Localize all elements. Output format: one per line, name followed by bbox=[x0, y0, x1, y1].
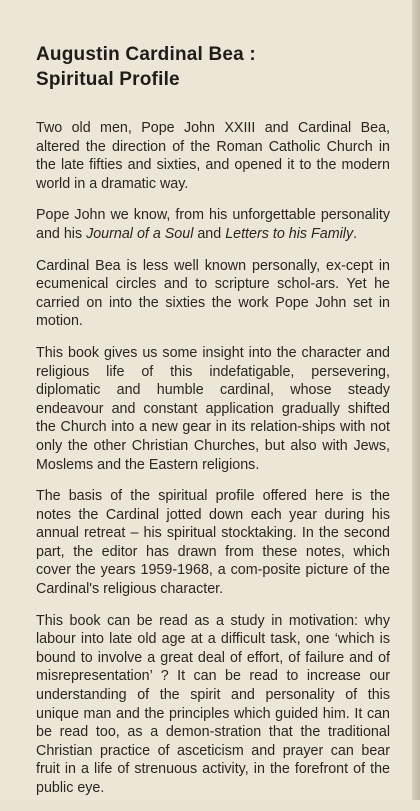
title-line-2: Spiritual Profile bbox=[36, 69, 180, 90]
paragraph-cardinal-bea: Cardinal Bea is less well known personally, ex-cept in ecumenical circles and to scripture schol-ars. Yet he carried on into the sixties the work Pope John set in motion. bbox=[36, 257, 390, 330]
paragraph-intro: Two old men, Pope John XXIII and Cardinal Bea, altered the direction of the Roman Catholic Church in the late fifties and sixties, and opened it to the modern world in a dramatic way. bbox=[36, 120, 390, 192]
paragraph-pope-john-text: Pope John we know, from his unforgettable personality and his bbox=[36, 207, 390, 242]
paragraph-pope-john bbox=[36, 206, 390, 243]
blurb-text bbox=[36, 119, 390, 811]
paragraph-pope-john-end: . bbox=[353, 225, 358, 242]
page-title bbox=[36, 42, 366, 92]
paragraph-insight: This book gives us some insight into the character and religious life of this indefatigable, persevering, diplomatic and humble cardinal, whose steady endeavour and constant application gradually shifted the Church into a new gear in its relation-ships with not only the other Christian Churches, but also with Jews, Moslems and the Eastern religions. bbox=[36, 344, 390, 473]
book-title-journal-of-a-soul: Journal of a Soul bbox=[86, 225, 194, 242]
book-title-letters-to-his-family: Letters to his Family bbox=[225, 225, 354, 242]
title-line-1: Augustin Cardinal Bea : bbox=[36, 44, 256, 65]
page-edge-shadow bbox=[412, 0, 420, 800]
paragraph-basis: The basis of the spiritual profile offered here is the notes the Cardinal jotted down each year during his annual retreat – his spiritual stocktaking. In the second part, the editor has drawn from these notes, which cover the years 1959-1968, a com-posite picture of the Cardinal's religious character. bbox=[36, 488, 390, 598]
paragraph-motivation: This book can be read as a study in motivation: why labour into late old age at a difficult task, one ‘which is bound to involve a great deal of effort, of failure and of misrepresentation’ ? It can be read to increase our understanding of the spirit and personality of this unique man and the principles which guided him. It can be read too, as a demon-stration that the traditional Christian practice of asceticism and prayer can bear fruit in a life of strenuous activity, in the forefront of the public eye. bbox=[36, 612, 390, 796]
paragraph-pope-john-conjunction: and bbox=[193, 225, 226, 242]
